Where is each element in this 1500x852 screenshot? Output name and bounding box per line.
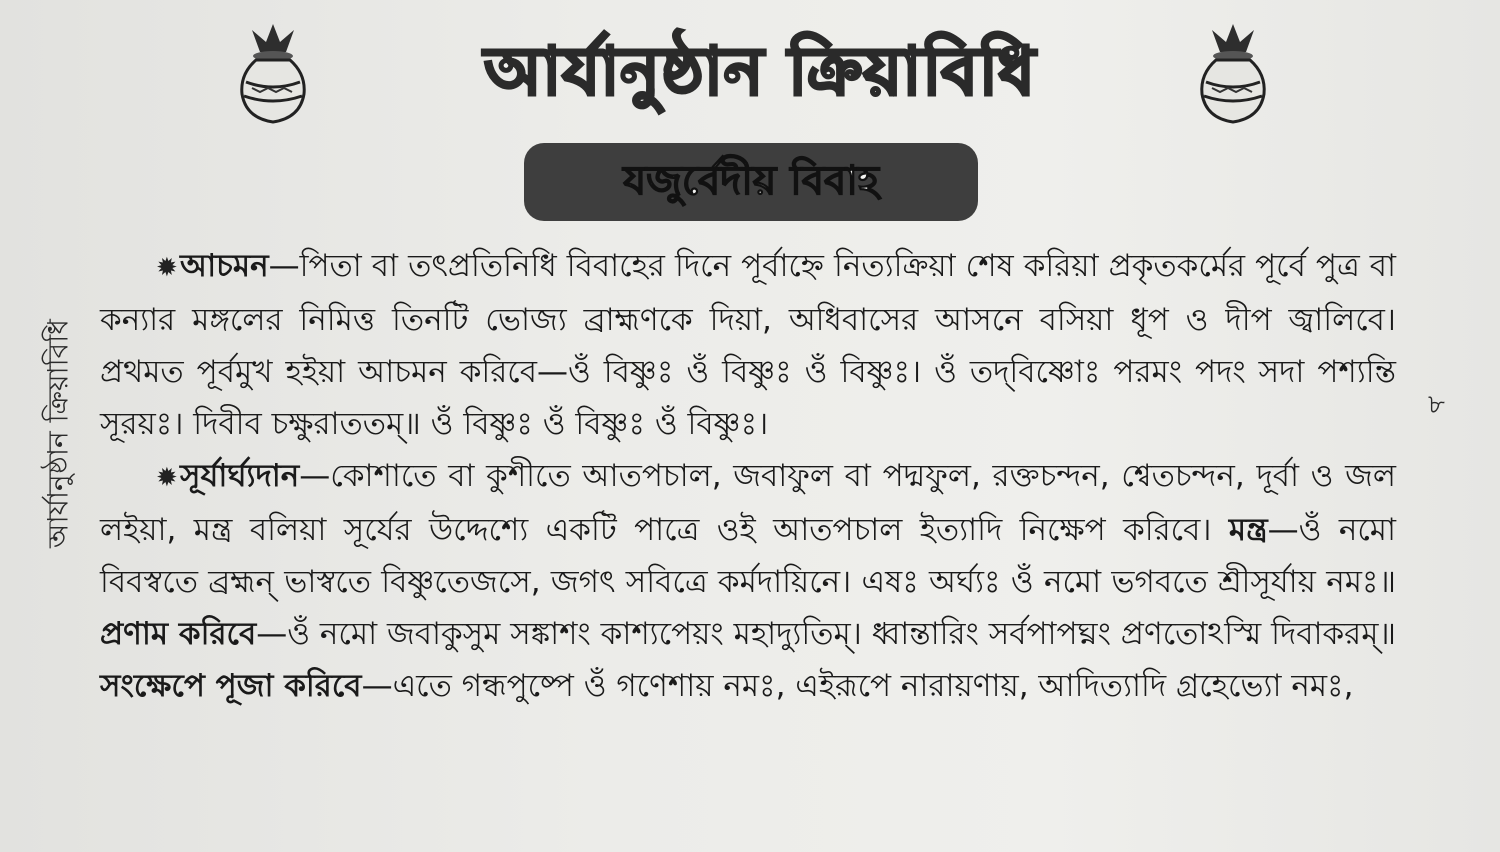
title-banner bbox=[230, 14, 1290, 124]
puja-label: সংক্ষেপে পূজা করিবে bbox=[100, 668, 362, 704]
section-heading: আচমন bbox=[180, 248, 269, 284]
bullet-icon: ✹ bbox=[156, 253, 178, 283]
body-text bbox=[100, 240, 1396, 712]
book-title: আর্যানুষ্ঠান ক্রিয়াবিধি bbox=[484, 32, 1036, 110]
paragraph-text: —কোশাতে বা কুশীতে আতপচাল, জবাফুল বা পদ্মফুল, রক্তচন্দন, শ্বেতচন্দন, দূর্বা ও জল লইয়া, মন্ত্র বলিয়া সূর্যের উদ্দেশ্যে একটি পাত্রে ওই আতপচাল ইত্যাদি নিক্ষেপ করিবে। bbox=[100, 458, 1396, 548]
paragraph-suryarghya bbox=[100, 450, 1396, 712]
running-head-text: আর্যানুষ্ঠান ক্রিয়াবিধি bbox=[41, 319, 75, 548]
section-heading: সূর্যার্ঘ্যদান bbox=[180, 458, 300, 494]
page-number: ৮ bbox=[1428, 390, 1445, 420]
chapter-badge bbox=[524, 143, 978, 221]
kalash-icon bbox=[230, 22, 316, 126]
paragraph-text: —পিতা বা তৎপ্রতিনিধি বিবাহের দিনে পূর্বাহ্নে নিত্যক্রিয়া শেষ করিয়া প্রকৃতকর্মের পূর্বে পুত্র বা কন্যার মঙ্গলের নিমিত্ত তিনটি ভোজ্য ব্রাহ্মণকে দিয়া, অধিবাসের আসনে বসিয়া ধূপ ও দীপ জ্বালিবে। প্রথমত পূর্বমুখ হইয়া আচমন করিবে—ওঁ বিষ্ণুঃ ওঁ বিষ্ণুঃ ওঁ বিষ্ণুঃ। ওঁ তদ্‌বিষ্ণোঃ পরমং পদং সদা পশ্যন্তি সূরয়ঃ। দিবীব চক্ষুরাততম্‌॥ ওঁ বিষ্ণুঃ ওঁ বিষ্ণুঃ ওঁ বিষ্ণুঃ। bbox=[100, 248, 1396, 442]
kalash-icon bbox=[1190, 22, 1276, 126]
mantra-label: মন্ত্র bbox=[1228, 512, 1268, 548]
running-head bbox=[30, 270, 90, 570]
pranam-label: প্রণাম করিবে bbox=[100, 616, 257, 652]
chapter-title: যজুর্বেদীয় বিবাহ bbox=[623, 156, 879, 204]
paragraph-text: —ওঁ নমো জবাকুসুম সঙ্কাশং কাশ্যপেয়ং মহাদ্যুতিম্‌। ধ্বান্তারিং সর্বপাপঘ্নং প্রণতোঽস্মি দিবাকরম্‌॥ bbox=[256, 616, 1396, 652]
bullet-icon: ✹ bbox=[156, 463, 178, 493]
paragraph-text: —ওঁ নমো বিবস্বতে ব্রহ্মন্‌ ভাস্বতে বিষ্ণুতেজসে, জগৎ সবিত্রে কর্মদায়িনে। এষঃ অর্ঘ্যঃ ওঁ নমো ভগবতে শ্রীসূর্যায় নমঃ॥ bbox=[100, 512, 1396, 600]
paragraph-text: —এতে গন্ধপুষ্পে ওঁ গণেশায় নমঃ, এইরূপে নারায়ণায়, আদিত্যাদি গ্রহেভ্যো নমঃ, bbox=[361, 668, 1354, 704]
paragraph-achaman bbox=[100, 240, 1396, 450]
